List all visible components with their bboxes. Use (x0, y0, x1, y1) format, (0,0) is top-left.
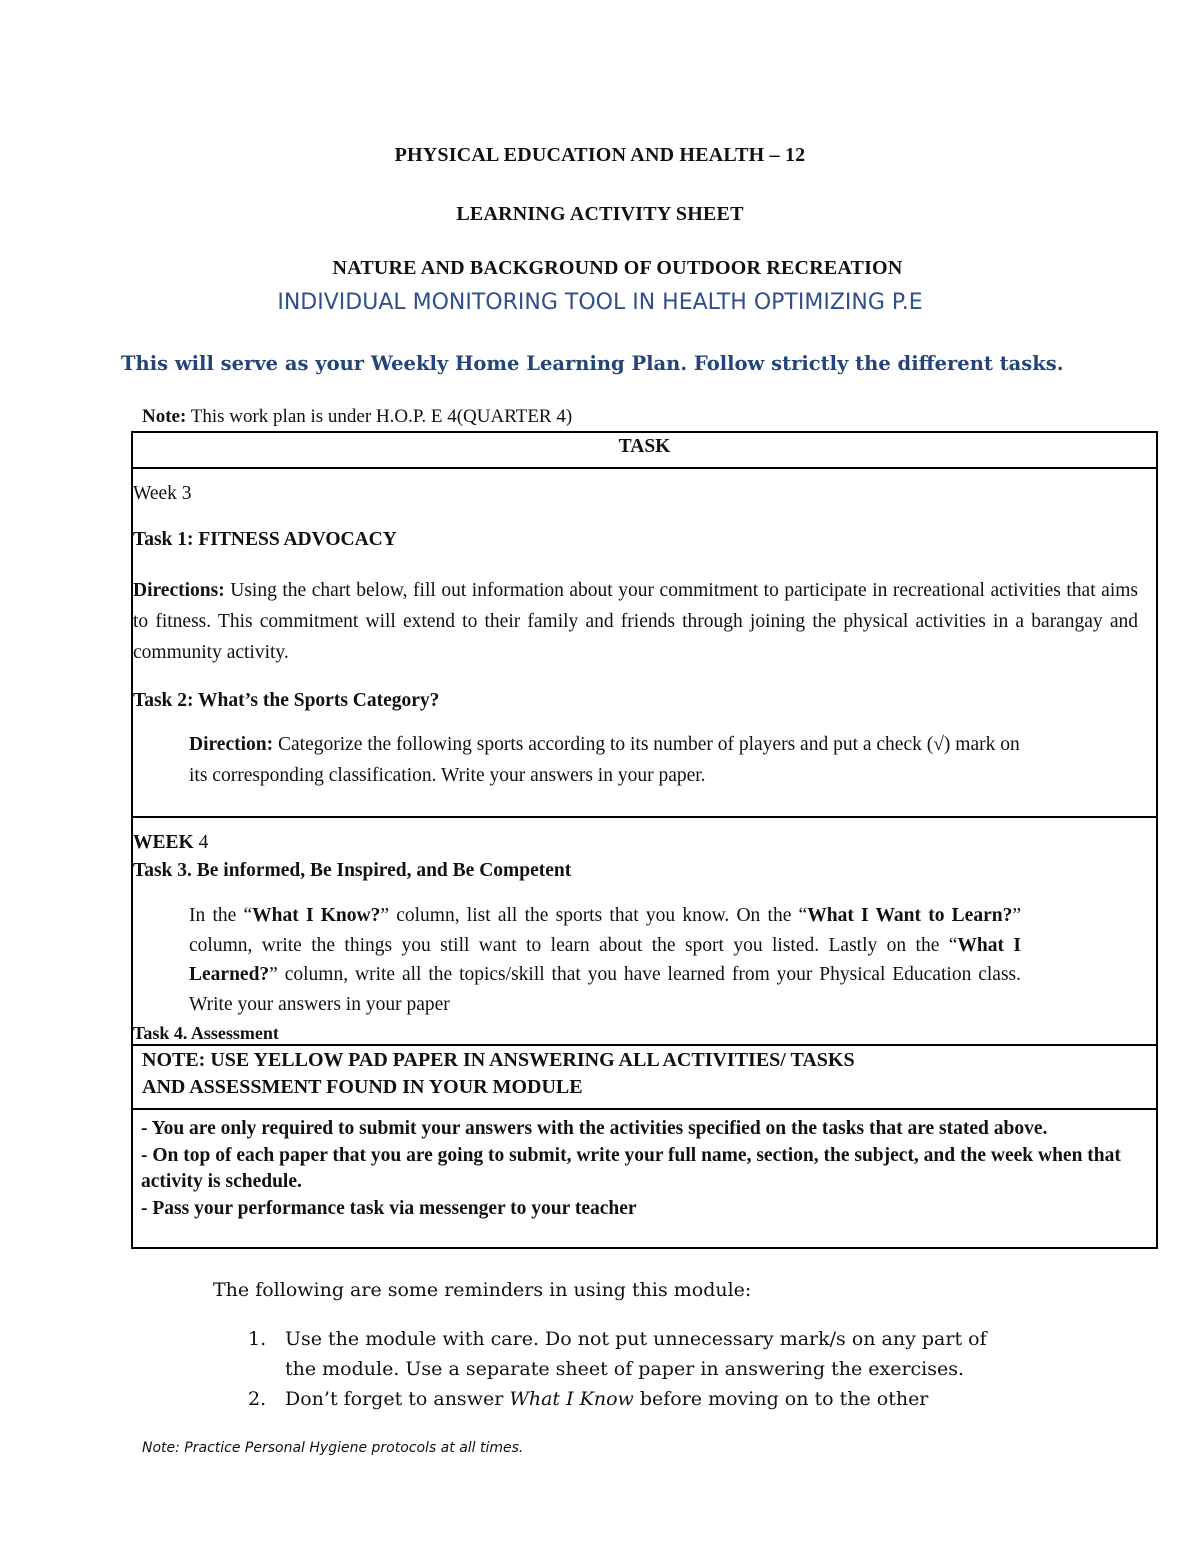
t3-part3: ” column, write the things you still want to learn about the sport you listed. Lastly on the “ (189, 905, 1021, 956)
yellow-pad-note (142, 1047, 855, 1101)
reminders-list (248, 1324, 988, 1414)
task3-text (189, 901, 1021, 1019)
direction-text: Categorize the following sports according to its number of players and put a check (√) mark on its corresponding classification. Write your answers in your paper. (189, 734, 1020, 786)
t3-part1: In the “ (189, 905, 253, 926)
submit-item: - You are only required to submit your answers with the activities specified on the tasks that are stated above. (141, 1118, 1048, 1139)
task2-title: Task 2: What’s the Sports Category? (133, 690, 440, 711)
reminders-intro: The following are some reminders in using this module: (213, 1279, 752, 1301)
yellow-note-line1: NOTE: USE YELLOW PAD PAPER IN ANSWERING ALL ACTIVITIES/ TASKS (142, 1049, 855, 1071)
directions-label: Directions: (133, 580, 225, 601)
topic-heading: NATURE AND BACKGROUND OF OUTDOOR RECREATION (332, 257, 903, 279)
yellow-note-line2: AND ASSESSMENT FOUND IN YOUR MODULE (142, 1076, 583, 1098)
task-table (131, 431, 1158, 1249)
directions-text: Using the chart below, fill out information about your commitment to participate in recreational activities that aims to fitness. This commitment will extend to their family and friends through joining the physical activities in a barangay and community activity. (133, 580, 1138, 663)
reminder-number: 1. (248, 1328, 267, 1350)
reminder-item (248, 1324, 988, 1384)
tool-heading: INDIVIDUAL MONITORING TOOL IN HEALTH OPTIMIZING P.E (277, 290, 923, 315)
task3-title: Task 3. Be informed, Be Inspired, and Be Competent (133, 860, 572, 881)
document-subtitle: LEARNING ACTIVITY SHEET (456, 203, 744, 225)
note-text: This work plan is under H.O.P. E 4(QUARTER 4) (186, 406, 573, 427)
submit-item: - Pass your performance task via messenger to your teacher (141, 1197, 637, 1219)
submit-divider (133, 1108, 1156, 1110)
week4-label (133, 829, 208, 857)
what-i-learned-label: What I Learned? (189, 934, 1021, 985)
what-i-know-emphasis: What I Know (509, 1388, 634, 1410)
plan-instruction: This will serve as your Weekly Home Learning Plan. Follow strictly the different tasks. (121, 352, 1064, 375)
task1-title: Task 1: FITNESS ADVOCACY (133, 529, 397, 550)
task4-title: Task 4. Assessment (133, 1023, 279, 1043)
reminder-text: Use the module with care. Do not put unnecessary mark/s on any part of the module. Use a separate sheet of paper in answering the exercises. (285, 1328, 987, 1380)
t3-part4: ” column, write all the topics/skill that you have learned from your Physical Education class. Write your answers in your paper (189, 964, 1021, 1015)
table-header: TASK (618, 436, 671, 457)
header-divider (133, 467, 1156, 469)
week3-label: Week 3 (133, 483, 192, 504)
direction-label: Direction: (189, 734, 274, 755)
submission-notes (141, 1116, 1151, 1222)
reminder-text-post: before moving on to the other (633, 1388, 929, 1410)
note-divider (133, 1044, 1156, 1046)
what-i-know-label: What I Know? (252, 905, 381, 926)
note-label: Note: (142, 406, 187, 427)
document-title: PHYSICAL EDUCATION AND HEALTH – 12 (394, 144, 806, 166)
reminder-item (248, 1384, 988, 1414)
week4-label-num: 4 (193, 832, 209, 853)
week4-label-bold: WEEK (133, 832, 194, 853)
submit-item: - On top of each paper that you are going to submit, write your full name, section, the subject, and the week when that activity is schedule. (141, 1144, 1121, 1192)
week-divider (133, 816, 1156, 818)
reminder-text-pre: Don’t forget to answer (285, 1388, 510, 1410)
task1-directions (133, 575, 1138, 668)
hygiene-footnote: Note: Practice Personal Hygiene protocols at all times. (142, 1440, 524, 1456)
reminder-number: 2. (248, 1388, 267, 1410)
work-plan-note (142, 406, 572, 428)
task2-direction (189, 729, 1034, 791)
t3-part2: ” column, list all the sports that you know. On the “ (380, 905, 808, 926)
what-i-want-label: What I Want to Learn? (807, 905, 1013, 926)
